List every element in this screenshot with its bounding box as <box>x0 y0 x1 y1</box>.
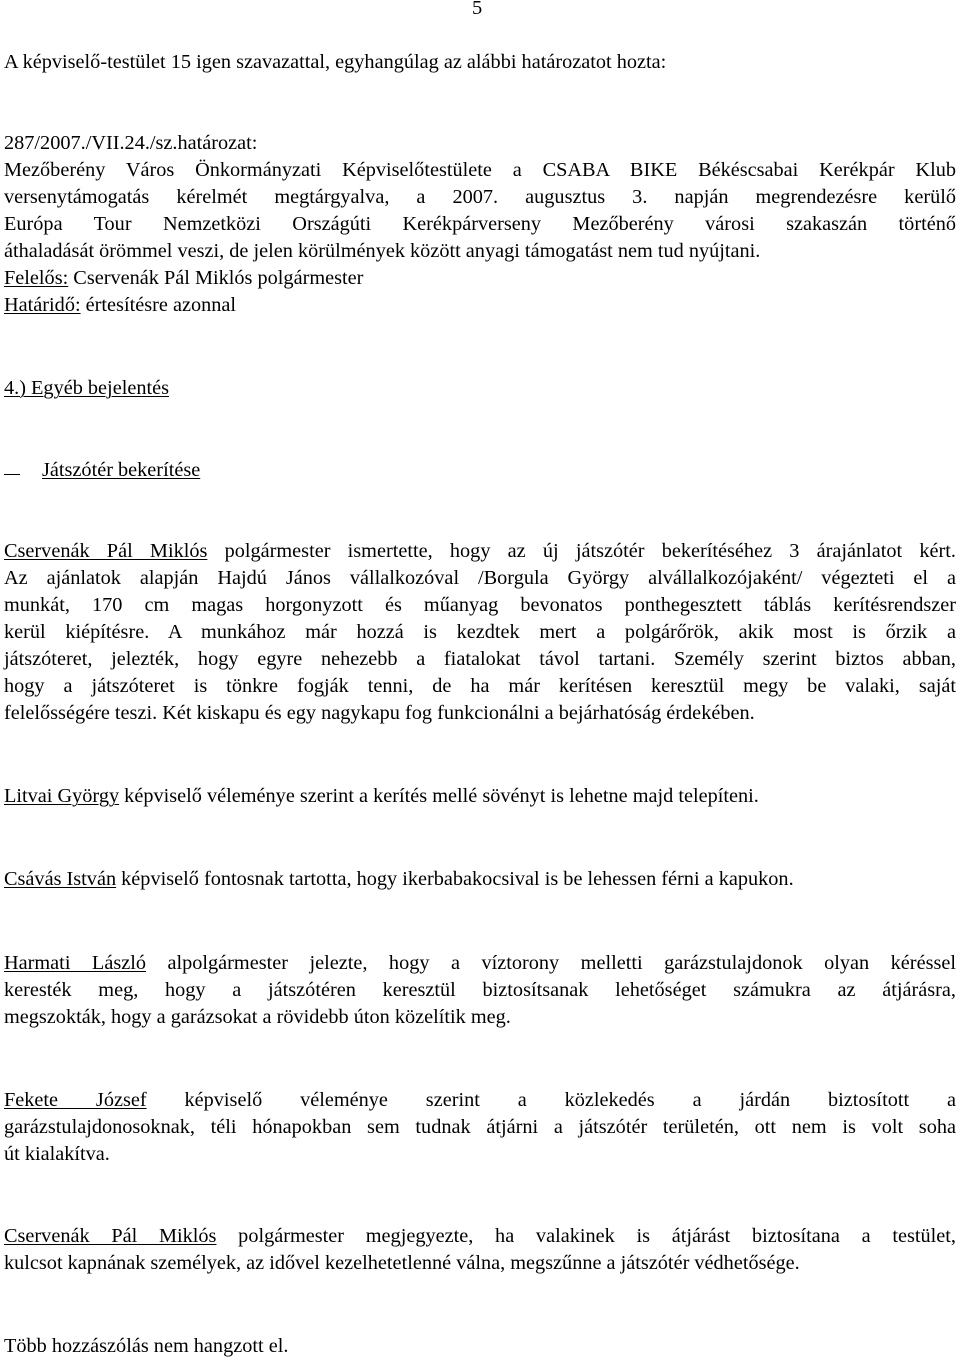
paragraph-litvai: Litvai György képviselő véleménye szerint a kerítés mellé sövényt is lehetne majd telepíteni. <box>4 785 759 807</box>
page-number: 5 <box>472 0 483 19</box>
speaker-name: Csávás István <box>4 868 117 890</box>
section-heading: 4.) Egyéb bejelentés <box>4 377 170 399</box>
paragraph-line: Harmati László alpolgármester jelezte, hogy a víztorony melletti garázstulajdonok olyan kéréssel <box>4 952 956 974</box>
paragraph-line: út kialakítva. <box>4 1143 110 1165</box>
paragraph-line: Cservenák Pál Miklós polgármester megjegyezte, ha valakinek is átjárást biztosítana a testület, <box>4 1225 956 1247</box>
responsible-value: Cservenák Pál Miklós polgármester <box>68 267 364 289</box>
deadline-value: értesítésre azonnal <box>80 294 237 316</box>
resolution-number: 287/2007./VII.24./sz.határozat: <box>4 132 258 154</box>
resolution-line: Mezőberény Város Önkormányzati Képviselőtestülete a CSABA BIKE Békéscsabai Kerékpár Klub <box>4 159 956 181</box>
paragraph-line: munkát, 170 cm magas horgonyzott és műanyag bevonatos ponthegesztett táblás kerítésrendszer <box>4 594 956 616</box>
paragraph-line: Az ajánlatok alapján Hajdú János vállalkozóval /Borgula György alvállalkozójaként/ végezteti el a <box>4 567 956 589</box>
resolution-line: Európa Tour Nemzetközi Országúti Kerékpárverseny Mezőberény városi szakaszán történő <box>4 213 956 235</box>
paragraph-line: keresték meg, hogy a játszótéren keresztül biztosítsanak lehetőséget számukra az átjárásra, <box>4 979 956 1001</box>
paragraph-line: hogy a játszóteret is tönkre fogják tenni, de ha már kerítésen keresztül megy be valaki, saját <box>4 675 956 697</box>
paragraph-line: kulcsot kapnának személyek, az idővel kezelhetetlenné válna, megszűnne a játszótér védhetősége. <box>4 1252 800 1274</box>
closing-sentence: Több hozzászólás nem hangzott el. <box>4 1335 289 1357</box>
responsible-label: Felelős: <box>4 267 69 289</box>
subsection-heading <box>4 457 956 484</box>
intro-sentence: A képviselő-testület 15 igen szavazattal, egyhangúlag az alábbi határozatot hozta: <box>4 51 667 73</box>
speaker-name: Cservenák Pál Miklós <box>4 540 208 562</box>
deadline-label: Határidő: <box>4 294 81 316</box>
paragraph-line: Cservenák Pál Miklós polgármester ismertette, hogy az új játszótér bekerítéséhez 3 árajánlatot kért. <box>4 540 956 562</box>
paragraph-line: megszokták, hogy a garázsokat a rövidebb úton közelítik meg. <box>4 1006 511 1028</box>
paragraph-line: felelősségére teszi. Két kiskapu és egy nagykapu fog funkcionálni a bejárhatóság érdekében. <box>4 702 755 724</box>
responsible-line <box>4 265 956 292</box>
dash-bullet <box>4 474 20 475</box>
speaker-name: Harmati László <box>4 952 146 974</box>
paragraph-line: garázstulajdonosoknak, téli hónapokban sem tudnak átjárni a játszótér területén, ott nem is volt soha <box>4 1116 956 1138</box>
paragraph-line: Fekete József képviselő véleménye szerint a közlekedés a járdán biztosított a <box>4 1089 956 1111</box>
deadline-line <box>4 292 956 319</box>
speaker-name: Cservenák Pál Miklós <box>4 1225 217 1247</box>
speaker-name: Fekete József <box>4 1089 147 1111</box>
speaker-name: Litvai György <box>4 785 120 807</box>
subsection-title: Játszótér bekerítése <box>42 459 201 481</box>
resolution-line: versenytámogatás kérelmét megtárgyalva, a 2007. augusztus 3. napján megrendezésre kerülő <box>4 186 956 208</box>
paragraph-csavas: Csávás István képviselő fontosnak tartotta, hogy ikerbabakocsival is be lehessen férni a kapukon. <box>4 868 794 890</box>
paragraph-line: kerül kiépítésre. A munkához már hozzá is kezdtek mert a polgárőrök, akik most is őrzik a <box>4 621 956 643</box>
resolution-line: áthaladását örömmel veszi, de jelen körülmények között anyagi támogatást nem tud nyújtani. <box>4 240 761 262</box>
paragraph-line: játszóteret, jelezték, hogy egyre nehezebb a fiatalokat távol tartani. Személy szerint biztos abban, <box>4 648 956 670</box>
